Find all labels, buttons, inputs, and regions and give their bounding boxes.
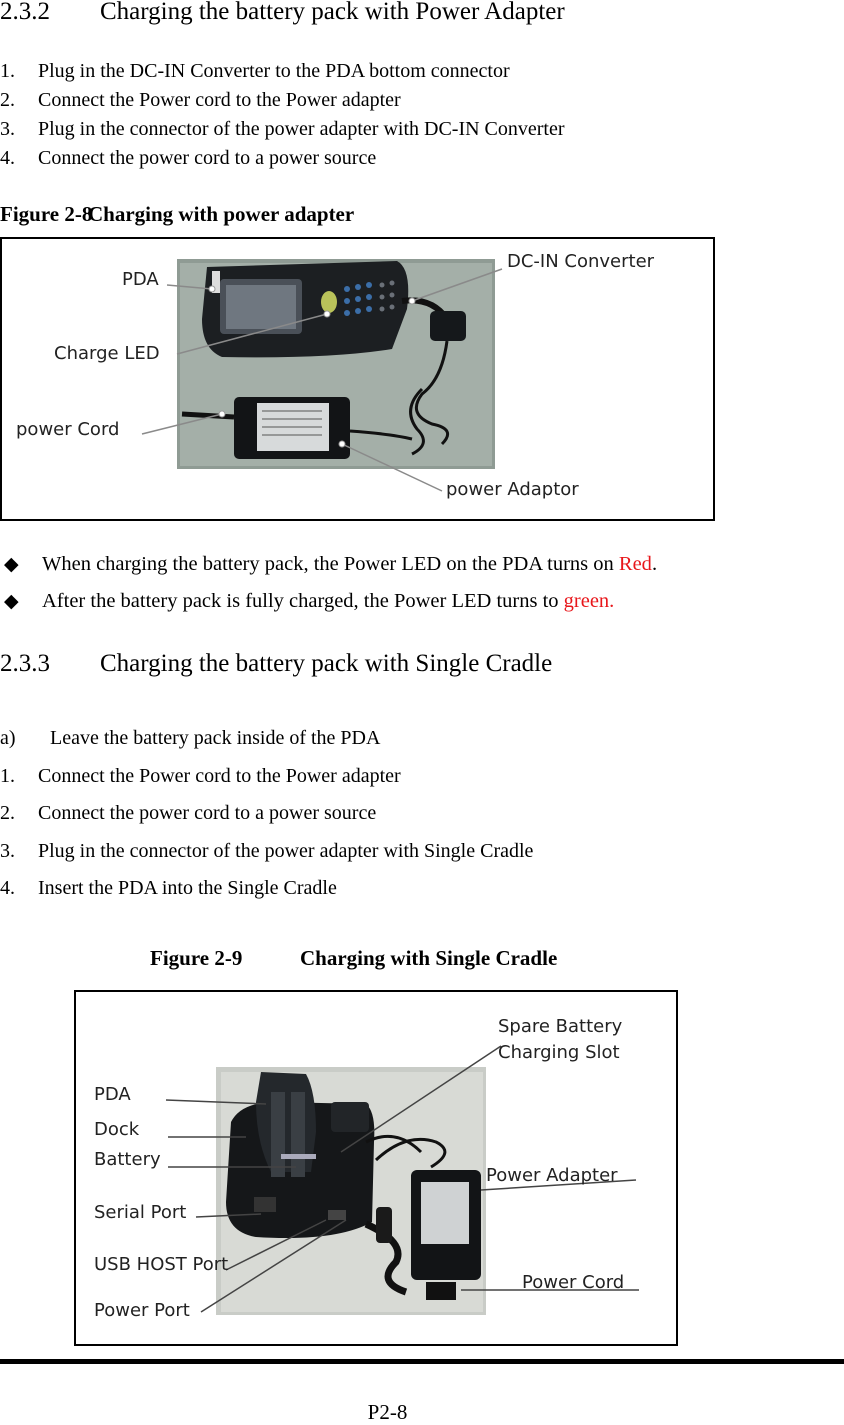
list-item: 4. Insert the PDA into the Single Cradle xyxy=(0,877,337,899)
steps-list-2-3-3 xyxy=(0,720,533,908)
figure-2-8 xyxy=(0,237,715,521)
list-item: 2. Connect the power cord to a power source xyxy=(0,802,377,824)
figure-caption-2-8: Figure 2-8Charging with power adapter xyxy=(0,202,355,226)
section-title: Charging the battery pack with Power Adapter xyxy=(100,0,565,25)
figure-caption-2-9: Figure 2-9 Charging with Single Cradle xyxy=(150,946,558,970)
list-item: ◆ When charging the battery pack, the Power LED on the PDA turns on Red. xyxy=(4,546,657,583)
label-serial-port: Serial Port xyxy=(94,1202,187,1223)
label-power-cord: power Cord xyxy=(16,419,120,440)
label-power-port: Power Port xyxy=(94,1300,190,1321)
section-title: Charging the battery pack with Single Cradle xyxy=(100,650,553,677)
section-number: 2.3.3 xyxy=(0,650,50,677)
label-battery: Battery xyxy=(94,1149,161,1170)
list-item: 4. Connect the power cord to a power source xyxy=(0,147,377,169)
led-notes xyxy=(4,546,657,620)
list-item: 3. Plug in the connector of the power adapter with DC-IN Converter xyxy=(0,118,565,140)
label-usb-host-port: USB HOST Port xyxy=(94,1254,229,1275)
list-item: 1. Connect the Power cord to the Power adapter xyxy=(0,764,401,787)
steps-list-2-3-2 xyxy=(0,57,565,173)
section-heading-2-3-3 xyxy=(0,650,552,678)
pda-device xyxy=(202,261,408,357)
label-dock: Dock xyxy=(94,1119,140,1140)
label-spare-battery: Spare Battery xyxy=(498,1016,623,1037)
list-item: 2. Connect the Power cord to the Power adapter xyxy=(0,89,401,111)
section-number: 2.3.2 xyxy=(0,0,50,25)
list-item: 1. Plug in the DC-IN Converter to the PDA bottom connector xyxy=(0,60,510,82)
label-power-adaptor: power Adaptor xyxy=(446,479,579,500)
page-number: P2-8 xyxy=(367,1400,408,1424)
label-pda: PDA xyxy=(122,269,159,290)
figure-2-9 xyxy=(74,990,678,1346)
label-power-adapter: Power Adapter xyxy=(486,1165,618,1186)
charging-power-adapter-photo xyxy=(2,239,713,519)
list-item: ◆ After the battery pack is fully charged, the Power LED turns to green. xyxy=(4,583,657,620)
footer-rule xyxy=(0,1359,844,1364)
power-adapter xyxy=(234,397,350,459)
label-pda: PDA xyxy=(94,1084,131,1105)
list-item: a) Leave the battery pack inside of the PDA xyxy=(0,727,381,749)
diamond-bullet-icon: ◆ xyxy=(4,591,19,612)
list-item: 3. Plug in the connector of the power adapter with Single Cradle xyxy=(0,839,534,862)
label-charge-led: Charge LED xyxy=(54,343,160,364)
section-heading-2-3-2 xyxy=(0,0,565,26)
label-power-cord: Power Cord xyxy=(522,1272,625,1293)
label-charging-slot: Charging Slot xyxy=(498,1042,620,1063)
label-dc-in-converter: DC-IN Converter xyxy=(507,251,655,272)
color-green: green. xyxy=(563,590,615,612)
color-red: Red xyxy=(618,553,652,575)
diamond-bullet-icon: ◆ xyxy=(4,554,19,575)
